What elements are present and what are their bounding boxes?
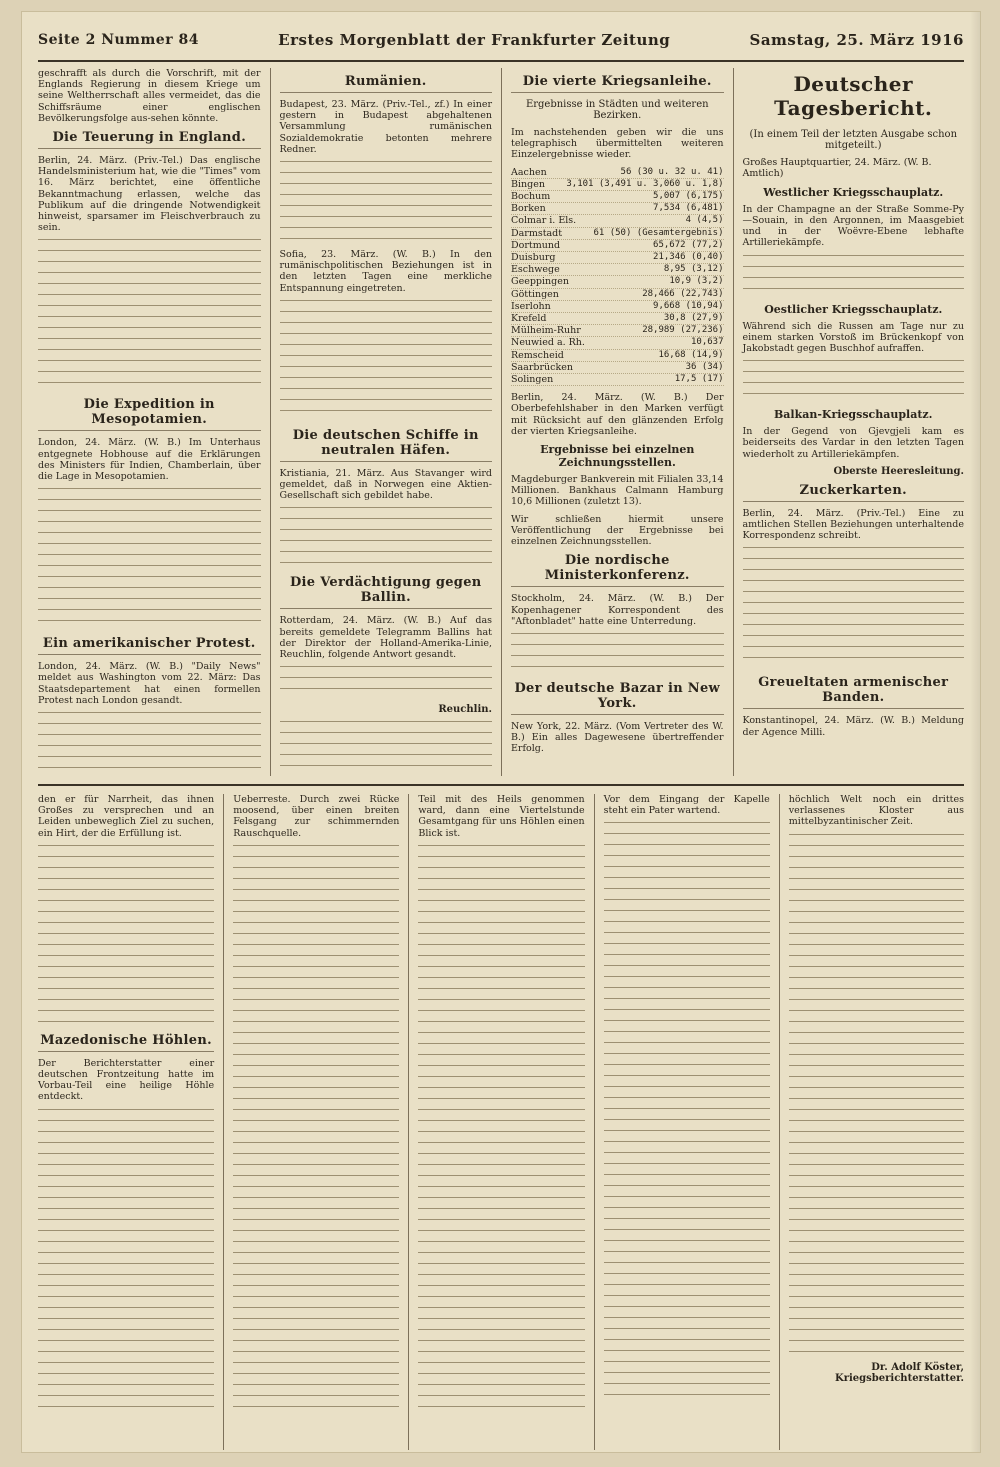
article-text-body (743, 255, 965, 295)
result-value: 28,989 (27,236) (642, 325, 724, 336)
result-city: Remscheid (511, 349, 564, 361)
newspaper-page (22, 12, 980, 1452)
headline-greueltaten: Greueltaten armenischer Banden. (743, 675, 965, 709)
result-city: Neuwied a. Rh. (511, 337, 585, 349)
article-text-body (38, 845, 214, 1025)
masthead (38, 20, 964, 62)
feuilleton-column-3 (408, 794, 593, 1450)
article-text: Berlin, 24. März. (W. B.) Der Oberbefehlshaber in den Marken verfügt mit Rücksicht auf den glänzenden Erfolg der vierten Kriegsanleihe. (511, 392, 724, 437)
result-row (511, 215, 724, 227)
result-value: 4 (4,5) (685, 215, 724, 226)
result-value: 36 (34) (685, 361, 724, 372)
article-text: In der Champagne an der Straße Somme-Py—Souain, in den Argonnen, im Maasgebiet und in der Woëvre-Ebene lebhafte Artilleriekämpfe. (742, 203, 964, 249)
feuilleton-column-2 (223, 794, 408, 1450)
result-city: Darmstadt (511, 227, 563, 239)
result-city: Borken (511, 203, 546, 215)
result-row (511, 264, 724, 276)
article-text-body (280, 300, 493, 420)
result-value: 65,672 (77,2) (653, 239, 724, 250)
article-text-body (511, 633, 724, 673)
result-row (511, 362, 724, 374)
result-value: 16,68 (14,9) (658, 349, 724, 360)
results-list (511, 167, 724, 387)
result-value: 61 (50) (Gesamtergebnis) (593, 227, 724, 238)
feuilleton-column-1 (38, 794, 223, 1450)
article-text: Konstantinopel, 24. März. (W. B.) Meldung der Agence Milli. (742, 715, 964, 738)
result-value: 10,9 (3,2) (669, 276, 724, 287)
headline-westlich: Westlicher Kriegsschauplatz. (763, 185, 944, 199)
upper-columns (38, 68, 964, 776)
result-city: Geeppingen (511, 276, 569, 288)
article-text-body (280, 507, 493, 567)
article-text: Berlin, 24. März. (Priv.-Tel.) Das englische Handelsministerium hat, wie die "Times" vom 16. März berichtet, eine öffentliche Bekanntmachung erlassen, welche das Publikum auf die dringende Notwendigkeit hinweist, sparsamer im Fleischverbrauch zu sein. (38, 155, 261, 234)
result-row (511, 167, 724, 179)
article-text: Magdeburger Bankverein mit Filialen 33,14 Millionen. Bankhaus Calmann Hamburg 10,6 Millionen (zuletzt 13). (511, 474, 724, 508)
headline-kriegsanleihe: Die vierte Kriegsanleihe. (511, 74, 724, 93)
result-value: 9,668 (10,94) (653, 300, 724, 311)
result-city: Duisburg (511, 252, 556, 264)
article-text: London, 24. März. (W. B.) Im Unterhaus entgegnete Hobhouse auf die Erklärungen des Ministers für Indien, Chamberlain, über die Lage in Mesopotamien. (38, 437, 261, 483)
headline-oestlich: Oestlicher Kriegsschauplatz. (764, 302, 943, 316)
headline-teuerung: Die Teuerung in England. (38, 130, 261, 149)
article-text: Budapest, 23. März. (Priv.-Tel., zf.) In einer gestern in Budapest abgehaltenen Versammlung rumänischen Sozialdemokratie betonten mehrere Redner. (279, 99, 492, 155)
article-text-body (418, 845, 584, 1415)
result-row (511, 337, 724, 349)
article-text-body (233, 845, 399, 1415)
headline-hoehlen: Mazedonische Höhlen. (38, 1033, 214, 1052)
article-text: Vor dem Eingang der Kapelle steht ein Pater wartend. (603, 794, 770, 817)
result-city: Bingen (511, 178, 545, 190)
result-row (511, 374, 724, 386)
article-text-body (604, 822, 770, 1402)
page-number: Seite 2 Nummer 84 (38, 32, 199, 48)
headline-rumaenien: Rumänien. (280, 74, 493, 93)
result-row (511, 191, 724, 203)
result-row (511, 313, 724, 325)
feuilleton-column-5 (779, 794, 964, 1450)
article-text: Wir schließen hiermit unsere Veröffentlichung der Ergebnisse bei einzelnen Zeichnungsstellen. (511, 513, 724, 548)
headline-zuckerkarten: Zuckerkarten. (743, 483, 965, 502)
feuilleton-column-4 (594, 794, 779, 1450)
column-2 (270, 68, 502, 776)
column-3 (501, 68, 733, 776)
result-row (511, 289, 724, 301)
result-city: Aachen (511, 166, 547, 178)
article-text: Der Berichterstatter einer deutschen Frontzeitung hatte im Vorbau-Teil eine heilige Höhle entdeckt. (38, 1057, 215, 1103)
article-text-body (38, 1109, 214, 1409)
result-value: 56 (30 u. 32 u. 41) (620, 166, 724, 177)
article-text: Ueberreste. Durch zwei Rücke moosend, über einen breiten Felsgang zur schimmernden Rauschquelle. (233, 794, 400, 839)
article-text: New York, 22. März. (Vom Vertreter des W. B.) Ein alles Dagewesene übertreffender Erfolg. (511, 720, 724, 755)
article-text: den er für Narrheit, das ihnen Großes zu versprechen und an Leiden unbeweglich Ziel zu suchen, ein Hirt, der die Erfüllung ist. (38, 794, 215, 839)
result-value: 3,101 (3,491 u. 3,060 u. 1,8) (566, 178, 724, 189)
result-row (511, 276, 724, 288)
article-text: Sofia, 23. März. (W. B.) In den rumänischpolitischen Beziehungen ist in den letzten Tagen eine merkliche Entspannung eingetreten. (279, 249, 492, 294)
headline-zeichnungsstellen: Ergebnisse bei einzelnen Zeichnungsstellen. (540, 443, 695, 470)
result-city: Göttingen (511, 288, 559, 300)
result-row (511, 350, 724, 362)
headline-mesopotamien: Die Expedition in Mesopotamien. (38, 397, 261, 431)
headline-ballin: Die Verdächtigung gegen Ballin. (280, 575, 493, 609)
result-value: 10,637 (690, 337, 724, 348)
result-city: Saarbrücken (511, 361, 573, 373)
result-value: 7,534 (6,481) (653, 203, 724, 214)
result-value: 8,95 (3,12) (663, 264, 724, 275)
result-value: 17,5 (17) (674, 374, 724, 385)
article-text: Rotterdam, 24. März. (W. B.) Auf das bereits gemeldete Telegramm Ballins hat der Direktor der Holland-Amerika-Linie, Reuchlin, folgende Antwort gesandt. (279, 615, 492, 661)
article-text: London, 24. März. (W. B.) "Daily News" meldet aus Washington vom 22. März: Das Staatsdepartement hat einen formellen Protest nach London gesandt. (38, 661, 261, 706)
newspaper-title: Erstes Morgenblatt der Frankfurter Zeitung (278, 31, 671, 49)
article-text: In der Gegend von Gjevgjeli kam es beiderseits des Vardar in den letzten Tagen wiederholt zu Artilleriekämpfen. (742, 426, 964, 460)
result-row (511, 301, 724, 313)
headline-protest: Ein amerikanischer Protest. (38, 636, 261, 655)
column-4 (733, 68, 965, 776)
article-text-body (280, 161, 493, 241)
headline-bazar: Der deutsche Bazar in New York. (511, 681, 724, 715)
article-text-body (38, 239, 261, 389)
article-text-body (743, 360, 965, 400)
result-row (511, 179, 724, 191)
result-city: Solingen (511, 374, 554, 386)
result-row (511, 203, 724, 215)
article-text: Während sich die Russen am Tage nur zu einem starken Vorstoß im Brückenkopf von Jakobstadt gegen Buschhof aufraffen. (742, 320, 964, 355)
article-text: höchlich Welt noch ein drittes verlassenes Kloster aus mittelbyzantinischer Zeit. (788, 794, 964, 828)
dateline: Großes Hauptquartier, 24. März. (W. B. Amtlich) (742, 157, 932, 180)
article-text-body (38, 712, 261, 776)
signature: Dr. Adolf Köster, Kriegsberichterstatter. (835, 1361, 964, 1384)
article-text-body (38, 488, 261, 628)
result-value: 21,346 (0,40) (653, 252, 724, 263)
article-text: Kristiania, 21. März. Aus Stavanger wird gemeldet, daß in Norwegen eine Aktien-Gesellschaft sich gebildet habe. (279, 467, 492, 502)
article-text-body (789, 834, 964, 1354)
article-text-body (280, 721, 493, 771)
result-city: Mülheim-Ruhr (511, 325, 581, 337)
result-city: Krefeld (511, 313, 547, 325)
article-intro: geschrafft als durch die Vorschrift, mit der Englands Regierung in diesem Kriege um seine Weltherrschaft alles vermeidet, das die Schiffsräume einer englischen Bevölkerungsfolge aus-sehen könnte. (38, 68, 261, 124)
result-city: Dortmund (511, 239, 561, 251)
column-1 (38, 68, 270, 776)
result-row (511, 228, 724, 240)
signature: Reuchlin. (438, 704, 492, 716)
subheadline: Ergebnisse in Städten und weiteren Bezirken. (525, 99, 709, 121)
result-value: 5,007 (6,175) (653, 191, 724, 202)
result-city: Iserlohn (511, 300, 551, 312)
article-text: Berlin, 24. März. (Priv.-Tel.) Eine zu amtlichen Stellen Beziehungen unterhaltende Korrespondenz schreibt. (742, 507, 964, 542)
subheadline: (In einem Teil der letzten Ausgabe schon mitgeteilt.) (749, 129, 958, 151)
result-value: 28,466 (22,743) (642, 288, 724, 299)
article-text: Stockholm, 24. März. (W. B.) Der Kopenhagener Korrespondent des "Aftonbladet" hatte eine Unterredung. (511, 593, 724, 627)
result-row (511, 252, 724, 264)
headline-tagesbericht: Deutscher Tagesbericht. (774, 72, 933, 120)
article-text-body (743, 547, 965, 667)
feuilleton-columns (38, 784, 964, 1450)
result-city: Bochum (511, 191, 551, 203)
headline-schiffe: Die deutschen Schiffe in neutralen Häfen. (280, 428, 493, 462)
result-row (511, 240, 724, 252)
signature: Oberste Heeresleitung. (833, 465, 964, 477)
article-text-body (280, 666, 493, 696)
headline-ministerkonferenz: Die nordische Ministerkonferenz. (511, 553, 724, 587)
headline-balkan: Balkan-Kriegsschauplatz. (773, 408, 933, 422)
issue-date: Samstag, 25. März 1916 (749, 31, 964, 49)
article-text: Teil mit des Heils genommen ward, dann eine Viertelstunde Gesamtgang für uns Höhlen einen Blick ist. (418, 794, 585, 839)
result-value: 30,8 (27,9) (663, 313, 724, 324)
page-fold-shadow (970, 12, 980, 1452)
result-city: Colmar i. Els. (511, 215, 577, 227)
result-city: Eschwege (511, 264, 560, 276)
article-text: Im nachstehenden geben wir die uns telegraphisch übermittelten weiteren Einzelergebnisse wieder. (511, 127, 724, 161)
result-row (511, 325, 724, 337)
